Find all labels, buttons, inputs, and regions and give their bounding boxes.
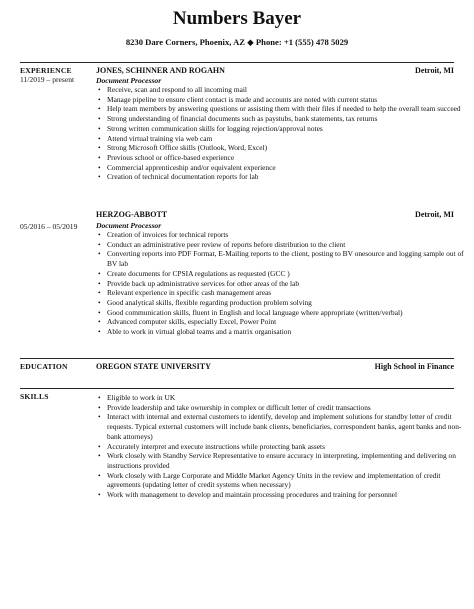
job-2-company: HERZOG-ABBOTT — [96, 210, 168, 219]
list-item: • Strong understanding of financial documents such as paystubs, bank statements, tax returns — [107, 114, 467, 124]
job-2-bullets — [96, 230, 467, 337]
list-item: • Creation of technical documentation reports for lab — [107, 172, 467, 182]
job-1-company: JONES, SCHINNER AND ROGAHN — [96, 66, 225, 75]
list-item: • Help team members by answering questions or assisting them with their files if needed to help the overall team succeed — [107, 104, 467, 114]
list-item: • Provide back up administrative services for other areas of the lab — [107, 279, 467, 289]
candidate-name: Numbers Bayer — [172, 8, 302, 29]
job-2-title: Document Processor — [96, 221, 162, 230]
job-2-dates: 05/2016 – 05/2019 — [20, 222, 78, 231]
list-item: • Relevant experience in specific cash management areas — [107, 288, 467, 298]
list-item: • Receive, scan and respond to all incoming mail — [107, 85, 467, 95]
list-item: • Commercial apprenticeship and/or equivalent experience — [107, 163, 467, 173]
rule-education — [20, 358, 454, 359]
list-item: • Eligible to work in UK — [107, 393, 467, 403]
list-item: • Converting reports into PDF Format, E-Mailing reports to the client, posting to BV onesource and logging sample out of BV lab — [107, 249, 467, 268]
list-item: • Strong written communication skills for logging rejection/approval notes — [107, 124, 467, 134]
list-item: • Provide leadership and take ownership in complex or difficult letter of credit transactions — [107, 403, 467, 413]
list-item: • Work closely with Standby Service Representative to ensure accuracy in interpreting, implementing and delivering on instructions provided — [107, 451, 467, 470]
education-school: OREGON STATE UNIVERSITY — [96, 362, 211, 371]
list-item: • Manage pipeline to ensure client contact is made and accounts are noted with current status — [107, 95, 467, 105]
list-item: • Good communication skills, fluent in English and local language where appropriate (written/verbal) — [107, 308, 467, 318]
job-1-title: Document Processor — [96, 76, 162, 85]
section-label-education: EDUCATION — [20, 362, 68, 371]
job-1-bullets — [96, 85, 467, 182]
list-item: • Create documents for CPSIA regulations as requested (GCC ) — [107, 269, 467, 279]
section-label-experience: EXPERIENCE — [20, 66, 72, 75]
list-item: • Work closely with Large Corporate and Middle Market Agency Units in the review and implementation of credit agreements (updating letter of credit systems when necessary) — [107, 471, 467, 490]
list-item: • Strong Microsoft Office skills (Outlook, Word, Excel) — [107, 143, 467, 153]
list-item: • Attend virtual training via web cam — [107, 134, 467, 144]
list-item: • Able to work in virtual global teams and a matrix organisation — [107, 327, 467, 337]
list-item: • Interact with internal and external customers to identify, develop and implement solutions for standby letter of credit requests. Typical external customers will include bank clients, beneficiaries, correspondent banks, agent banks and non-bank attorneys) — [107, 412, 467, 441]
section-label-skills: SKILLS — [20, 392, 49, 401]
skills-bullets — [96, 393, 467, 500]
list-item: • Work with management to develop and maintain processing procedures and training for personnel — [107, 490, 467, 500]
list-item: • Previous school or office-based experience — [107, 153, 467, 163]
rule-experience — [20, 62, 454, 63]
contact-line: 8230 Dare Corners, Phoenix, AZ ◆ Phone: +1 (555) 478 5029 — [125, 37, 349, 47]
job-1-dates: 11/2019 – present — [20, 75, 75, 84]
education-degree: High School in Finance — [374, 362, 454, 371]
list-item: • Accurately interpret and execute instructions while protecting bank assets — [107, 442, 467, 452]
list-item: • Creation of invoices for technical reports — [107, 230, 467, 240]
list-item: • Advanced computer skills, especially Excel, Power Point — [107, 317, 467, 327]
job-1-location: Detroit, MI — [415, 66, 454, 75]
job-2-location: Detroit, MI — [415, 210, 454, 219]
rule-skills — [20, 388, 454, 389]
list-item: • Conduct an administrative peer review of reports before distribution to the client — [107, 240, 467, 250]
list-item: • Good analytical skills, flexible regarding production problem solving — [107, 298, 467, 308]
